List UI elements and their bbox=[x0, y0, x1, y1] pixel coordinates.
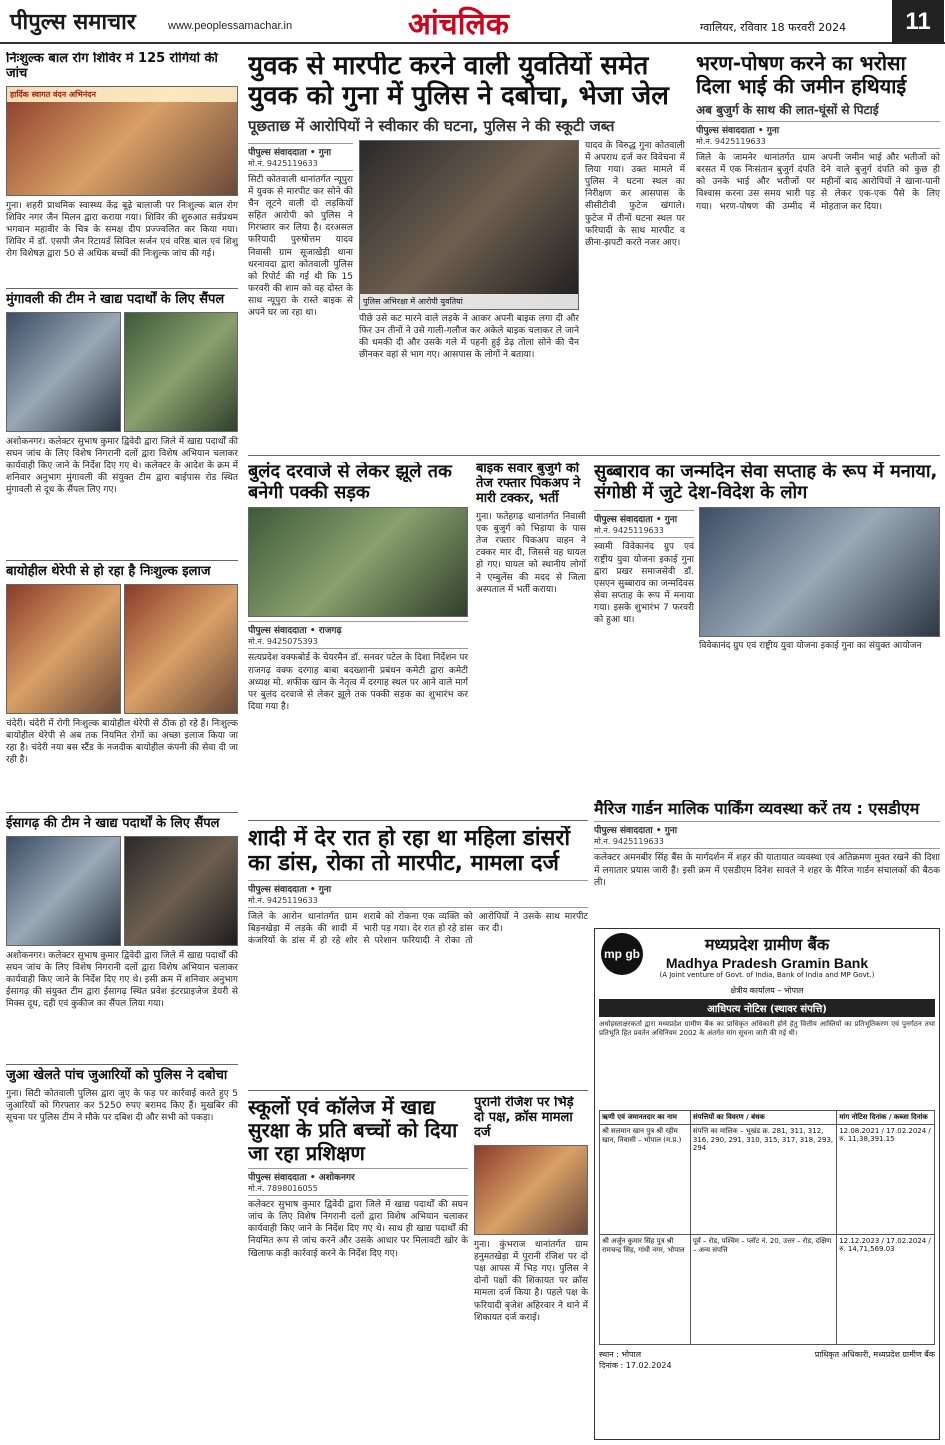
story-title: निःशुल्क बाल रोग शिविर में 125 रोगियों की जांच bbox=[6, 52, 218, 81]
food-safety-story bbox=[248, 1096, 468, 1440]
lead-headline: युवक से मारपीट करने वाली युवतियों समेत युवक को गुना में पुलिस ने दबोचा, भेजा जेल bbox=[248, 52, 669, 111]
story-body: कलेक्टर सुभाष कुमार द्विवेदी द्वारा जिले में खाद्य पदार्थों की सघन जांच के लिए विशेष निगरानी दलों द्वारा विशेष अभियान चलाकर कार्यवाही किए जाने के निर्देश दिए गए थे। साथ ही खाद्य पदार्थों की नियमित रूप से जांच करने और उसके आधार पर मिलावटी खोर के खिलाफ कड़ी कार्रवाई करने के निर्देश दिए गए। bbox=[248, 1200, 468, 1259]
dancer-story bbox=[248, 826, 588, 1086]
bank-tagline: (A Joint venture of Govt. of India, Bank of India and MP Govt.) bbox=[659, 971, 875, 979]
issue-date: ग्वालियर, रविवार 18 फरवरी 2024 bbox=[700, 21, 847, 34]
story-body: यादव के विरुद्ध गुना कोतवाली में अपराध दर्ज कर विवेचना में लिया गया। उक्त मामले में पुलिस ने घटना स्थल का निरीक्षण कर आसपास के सीसीटीवी फुटेज खंगाले। फुटेज में तीनों घटना स्थल पर फरियादी के साथ मारपीट व छीना-झपटी करते नजर आए। bbox=[585, 140, 685, 248]
notice-date: दिनांक : 17.02.2024 bbox=[599, 1361, 672, 1370]
right-top-story bbox=[696, 52, 940, 452]
road-story bbox=[248, 462, 468, 812]
story-body: पीछे उसे कट मारने वाले लड़के ने आकर अपनी बाइक लगा दी और फिर उन तीनों ने उसे गाली-गलौज कर अकेले बाइक चलाकर ले जाने की धमकी दी और उसके गले में पहनी हुई डेढ़ तोला सोने की चैन छीनकर वहां से भाग गए। आसपास के लोगों ने बताया। bbox=[359, 313, 579, 361]
story-body: सिटी कोतवाली थानांतर्गत न्यूपुरा में युवक से मारपीट कर सोने की चैन लूटने वाली दो लड़कियों सहित आरोपी को पुलिस ने गिरफ्तार कर लिया है। दरअसल फरियादी पुरुषोत्तम यादव निवासी ग्राम सूजाखेड़ी थाना धरनावदा द्वारा कोतवाली पुलिस को रिपोर्ट की गई थी कि 15 फरवरी की शाम को वह दोस्त के साथ न्यूपुरा के रास्ते बाइक से अपने घर जा रहा था। bbox=[248, 174, 353, 319]
story-photo bbox=[248, 507, 468, 617]
story-photo bbox=[474, 1145, 588, 1235]
byline: पीपुल्स संवाददाता • गुना मो.नं. 9425119633 bbox=[594, 821, 940, 849]
byline: पीपुल्स संवाददाता • गुना मो.नं. 9425119633 bbox=[248, 880, 588, 908]
table-row: श्री सलमान खान पुत्र श्री रहीम खान, निवासी – भोपाल (म.प्र.) संपत्ति का मालिक – भूखंड क्र. 281, 311, 312, 316, 290, 291, 310, 315, 317, 318, 293, 294 12.08.2021 / 17.02.2024 / रु. 11,38,391.15 bbox=[600, 1125, 935, 1235]
bank-name-english: Madhya Pradesh Gramin Bank bbox=[665, 955, 869, 971]
story-body: गुना। सिटी कोतवाली पुलिस द्वारा जुए के फड़ पर कार्रवाई करते हुए 5 जुआरियों को गिरफ्तार कर 5250 रुपए बरामद किए हैं। मुखबिर की सूचना पर पुलिस टीम ने मौके पर दबिश दी और सभी को पकड़ा। bbox=[6, 1088, 238, 1123]
photo-banner: हार्दिक स्वागत वंदन अभिनंदन bbox=[7, 87, 237, 102]
parking-story bbox=[594, 800, 940, 920]
story-photo bbox=[6, 836, 121, 946]
publication-logo: पीपुल्स समाचार bbox=[10, 10, 136, 35]
byline: पीपुल्स संवाददाता • गुना मो.नं. 9425119633 bbox=[594, 510, 694, 538]
masthead bbox=[0, 0, 945, 44]
page-number: 11 bbox=[892, 0, 944, 44]
byline: पीपुल्स संवाददाता • अशोकनगर मो.नं. 7898016055 bbox=[248, 1168, 468, 1196]
story-photo bbox=[6, 312, 121, 432]
story-photo bbox=[699, 507, 940, 637]
lead-photo bbox=[359, 140, 579, 310]
story-title: ईसागढ़ की टीम ने खाद्य पदार्थों के लिए सैंपल bbox=[6, 815, 220, 831]
bank-name-hindi: मध्यप्रदेश ग्रामीण बैंक bbox=[704, 935, 830, 954]
photo-caption: पुलिस अभिरक्षा में आरोपी युवतियां bbox=[360, 294, 578, 309]
bank-office: क्षेत्रीय कार्यालय – भोपाल bbox=[730, 986, 804, 995]
notice-signatory: प्राधिकृत अधिकारी, मध्यप्रदेश ग्रामीण बैंक bbox=[814, 1350, 935, 1359]
notice-body: अधोहस्ताक्षरकर्ता द्वारा मध्यप्रदेश ग्रामीण बैंक का प्राधिकृत अधिकारी होने हेतु वित्तीय आस्तियों का प्रतिभूतिकरण एवं पुनर्गठन तथा प्रतिभूति हित प्रवर्तन अधिनियम 2002 के अंतर्गत मांग सूचना जारी की गई थी। bbox=[599, 1020, 935, 1038]
story-title: बायोहील थेरेपी से हो रहा है निःशुल्क इलाज bbox=[6, 563, 211, 579]
story-body: अशोकनगर। कलेक्टर सुभाष कुमार द्विवेदी द्वारा जिले में खाद्य पदार्थों की सघन जांच के लिए विशेष निगरानी दलों द्वारा विशेष अभियान चलाकर कार्यवाही किए जाने के निर्देश दिए गए थे। इसी क्रम में शनिवार अनुभाग ईसागढ़ की संयुक्त टीम द्वारा ईसागढ़ स्थित प्रवेश इंटरप्राइजेज डेयरी से मिक्स दूध, दही एवं कुकीज का सैंपल लिया गया। bbox=[6, 950, 238, 1010]
story-photo bbox=[124, 312, 239, 432]
section-title: आंचलिक bbox=[408, 7, 509, 42]
story-body: स्वामी विवेकानंद ग्रुप एवं राष्ट्रीय युवा योजना इकाई गुना द्वारा प्रखर समाजसेवी डॉ. एसएन सुब्बाराव का जन्मदिवस सेवा सप्ताह के रूप में मनाया गया। इसके शुभारंभ 7 फरवरी को हुआ था। bbox=[594, 542, 694, 626]
story-photo bbox=[124, 836, 239, 946]
story-photo bbox=[6, 584, 121, 714]
story-title: भरण-पोषण करने का भरोसा दिला भाई की जमीन हथियाई bbox=[696, 52, 907, 98]
byline: पीपुल्स संवाददाता • गुना मो.नं. 9425119633 bbox=[248, 143, 353, 171]
story-body: गुना। शहरी प्राथमिक स्वास्थ्य केंद्र बूढ़े बालाजी पर निःशुल्क बाल रोग शिविर नगर जैन मिलन द्वारा कराया गया। शिविर की शुरुआत सर्वप्रथम भगवान महावीर के चित्र के समक्ष दीप प्रज्ज्वलित कर किया गया। शिविर में डॉ. एसपी जैन रिटायर्ड सिविल सर्जन एवं वरिष्ठ बाल एवं शिशु रोग विशेषज्ञ द्वारा 50 से अधिक बच्चों की निःशुल्क जांच की गई। bbox=[6, 200, 238, 260]
table-header-row: ऋणी एवं जमानतदार का नाम संपत्तियों का विवरण / बंधक मांग नोटिस दिनांक / कब्जा दिनांक bbox=[600, 1111, 935, 1125]
story-title: सुब्बाराव का जन्मदिन सेवा सप्ताह के रूप में मनाया, संगोष्ठी में जुटे देश-विदेश के लोग bbox=[594, 462, 938, 503]
story-title: बाइक सवार बुजुर्ग को तेज रफ्तार पिकअप ने मारी टक्कर, भर्ती bbox=[476, 462, 581, 506]
bank-logo: mp gb bbox=[601, 933, 643, 975]
story-subtitle: अब बुजुर्ग के साथ की लात-घूंसों से पिटाई bbox=[696, 103, 879, 117]
story-title: मैरिज गार्डन मालिक पार्किंग व्यवस्था करें तय : एसडीएम bbox=[594, 800, 920, 818]
story-title: मुंगावली की टीम ने खाद्य पदार्थों के लिए सैंपल bbox=[6, 291, 225, 307]
story-title: शादी में देर रात हो रहा था महिला डांसरों का डांस, रोका तो मारपीट, मामला दर्ज bbox=[248, 826, 571, 877]
left-column bbox=[6, 52, 238, 1442]
byline: पीपुल्स संवाददाता • गुना मो.नं. 9425119633 bbox=[696, 121, 940, 149]
story-photo bbox=[6, 86, 238, 196]
accident-story bbox=[476, 462, 586, 812]
notice-table bbox=[599, 1110, 935, 1345]
story-title: बुलंद दरवाजे से लेकर झूले तक बनेगी पक्की सड़क bbox=[248, 462, 452, 503]
story-title: जुआ खेलते पांच जुआरियों को पुलिस ने दबोचा bbox=[6, 1067, 228, 1083]
story-body: जिले के आरोन थानांतर्गत ग्राम बिड़नखेड़ा में लड़के की शादी में कंजरियों के डांस में हो रहे शोर शराबे को रोकना एक व्यक्ति को भारी पड़ गया। देर रात हो रहे डांस से परेशान फरियादी ने रोका तो आरोपियों ने उसके साथ मारपीट कर दी। bbox=[248, 911, 588, 946]
website-url[interactable]: www.peoplessamachar.in bbox=[168, 20, 293, 32]
bank-notice bbox=[594, 928, 940, 1440]
story-body: चंदेरी। चंदेरी में रोगी निःशुल्क बायोहील थेरेपी से ठीक हो रहे हैं। निःशुल्क बायोहील थेरेपी से अब तक नियमित रोगों का अच्छा इलाज किया जा रहा है। चंदेरी नया बस स्टैंड के नजदीक बायोहील कंपनी की सेवा दी जा रही है। bbox=[6, 718, 238, 766]
byline: पीपुल्स संवाददाता • राजगढ़ मो.नं. 9425075393 bbox=[248, 621, 468, 649]
lead-subheadline: पूछताछ में आरोपियों ने स्वीकार की घटना, पुलिस ने की स्कूटी जब्त bbox=[248, 116, 615, 135]
story-body: गुना। कुंभराज थानांतर्गत ग्राम हनुमतखेड़ा में पुरानी रंजिश पर दो पक्ष आपस में भिड़ गए। पुलिस ने दोनों पक्षों की शिकायत पर क्रॉस मामला दर्ज किया है। पहले पक्ष के फरियादी बृजेश अहिरवार ने थाने में शिकायत दर्ज कराई। bbox=[474, 1239, 588, 1323]
rivalry-story bbox=[474, 1096, 588, 1440]
story-body: अशोकनगर। कलेक्टर सुभाष कुमार द्विवेदी द्वारा जिले में खाद्य पदार्थों की सघन जांच के लिए विशेष निगरानी दलों द्वारा विशेष अभियान चलाकर कार्यवाही किए जाने के निर्देश दिए गए थे। कलेक्टर के आदेश के क्रम में शनिवार अनुभाग मुंगावली की संयुक्त टीम द्वारा बाईपास रोड स्थित मुंगावली से दूध के सैंपल लिए गए। bbox=[6, 436, 238, 496]
story-body: सत्यप्रदेश वक्फबोर्ड के चेयरमैन डॉ. सनवर पटेल के दिशा निर्देशन पर राजगढ़ वक्फ दरगाह बाबा बदख्शानी प्रबंधन कमेटी द्वारा कमेटी अध्यक्ष मो. शफीक खान के नेतृत्व में दरगाह स्थल पर आने वाले मार्ग पर बुलंद दरवाजे से लेकर झूले तक पक्की सड़क का शुभारंभ कर दिया गया है। bbox=[248, 653, 468, 712]
story-body: गुना। फतेहगढ़ थानांतर्गत निवासी एक बुजुर्ग को भिड़ाया के पास तेज रफ्तार पिकअप वाहन ने टक्कर मार दी, जिससे वह घायल हो गए। घायल को स्थानीय लोगों ने एम्बुलेंस की मदद से जिला अस्पताल में भर्ती कराया। bbox=[476, 511, 586, 595]
story-title: पुरानी रंजिश पर भिड़े दो पक्ष, क्रॉस मामला दर्ज bbox=[474, 1096, 574, 1140]
bank-header bbox=[595, 929, 939, 985]
story-body: जिले के जामनेर थानांतर्गत ग्राम बरसत में एक निःसंतान बुजुर्ग दंपति को उनके भाई और भतीजों पर विश्वास करना उस समय भारी पड़ गया। भरण-पोषण की उम्मीद में अपनी जमीन भाई और भतीजों को देने वाले बुजुर्ग दंपति को कुछ ही महीनों बाद आरोपियों ने खाना-पानी से लेकर एक-एक पैसे के लिए मोहताज कर दिया। bbox=[696, 153, 940, 212]
subbarao-story bbox=[594, 462, 940, 792]
photo-caption: विवेकानंद ग्रुप एवं राष्ट्रीय युवा योजना इकाई गुना का संयुक्त आयोजन bbox=[699, 641, 922, 652]
story-photo bbox=[124, 584, 239, 714]
story-body: कलेक्टर अमनबीर सिंह बैंस के मार्गदर्शन में शहर की यातायात व्यवस्था एवं अतिक्रमण मुक्त रखने की दिशा में लगातार प्रयास जारी हैं। इसी क्रम में एसडीएम दिनेश सावले ने शहर के मैरिज गार्डन संचालकों की बैठक ली। bbox=[594, 853, 940, 888]
table-row: श्री अर्जुन कुमार सिंह पुत्र श्री रामचन्द्र सिंह, गांधी नगर, भोपाल पूर्व – रोड, पश्चिम – प्लॉट नं. 20, उत्तर – रोड, दक्षिण – अन्य संपत्ति 12.12.2023 / 17.02.2024 / रु. 14,71,569.03 bbox=[600, 1235, 935, 1345]
notice-place: स्थान : भोपाल bbox=[599, 1350, 642, 1359]
story-title: स्कूलों एवं कॉलेज में खाद्य सुरक्षा के प्रति बच्चों को दिया जा रहा प्रशिक्षण bbox=[248, 1096, 458, 1165]
notice-title: आधिपत्य नोटिस (स्थावर संपत्ति) bbox=[599, 999, 935, 1017]
lead-story bbox=[248, 52, 688, 452]
